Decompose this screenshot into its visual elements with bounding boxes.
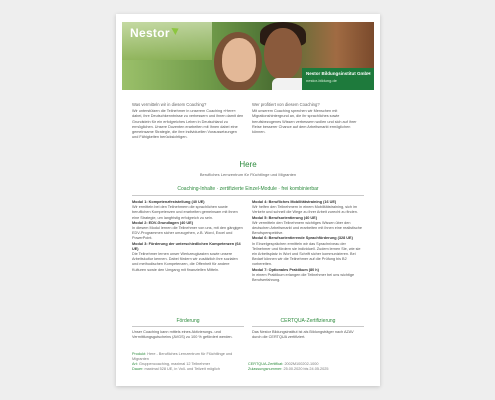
module-text: Wir helfen den Teilnehmern in einem Mobilitätstraining, sich im Verkehr und schnell die Wege zu ihrer Arbeit zurecht zu finden. (252, 205, 358, 215)
company-website: nestor-bildung.de (306, 78, 337, 83)
detail-key: CERTQUA-Zertifikat: (248, 362, 284, 366)
intro-left-heading: Was vermitteln wir in diesem Coaching? (132, 102, 207, 107)
modules-left (132, 200, 244, 273)
photo-person-woman (222, 38, 256, 82)
product-details-right (248, 362, 364, 372)
divider (252, 326, 364, 327)
module-title: Modul 5: Berufsorientierung (40 UE) (252, 215, 317, 220)
module-text: In Einzelgesprächen ermitteln wir das Sprachniveau der Teilnehmer und fördern sie individuell. Zudem lernen Sie, wie sie ein Arbeitsplatz in Wort und Schrift sicher kommunizieren. Bei Bedarf können wir die Teilnehmer auf die Prüfung bis B2 vorbereiten. (252, 241, 361, 267)
intro-left (132, 102, 244, 140)
intro-right (252, 102, 364, 135)
module-title: Modul 2: EDV-Grundlagen (40 UE) (132, 220, 193, 225)
product-details-left (132, 352, 242, 372)
detail-key: Zulassungsnummer: (248, 367, 283, 371)
page-title: Here (239, 160, 257, 169)
modules-right (252, 200, 364, 283)
detail-value: 25.00.2020 bis 24.05.2025 (283, 367, 329, 371)
module-title: Modul 6: Berufsorientierende Sprachförderung (328 UE) (252, 236, 353, 241)
module-text: Wir ermitteln bei den Teilnehmern die sprachlichen sowie beruflichen Kompetenzen und erarbeiten gemeinsam mit ihnen eine Strategie, um langfristig erfolgreich zu sein. (132, 205, 238, 220)
foerderung-heading: Förderung (176, 318, 200, 324)
company-name: Nestor Bildungsinstitut GmbH (306, 71, 371, 76)
certqua-heading: CERTQUA-Zertifizierung (280, 318, 336, 324)
detail-key: Art: (132, 362, 138, 366)
detail-line (132, 352, 242, 362)
detail-value: maximal 528 UE, in Voll- und Teilzeit möglich (144, 367, 220, 371)
page-subtitle: Berufliches Lernzentrum für Flüchtlinge und Migranten (199, 172, 297, 177)
module-title: Modul 3: Förderung der unterschiedlichen Kompetenzen (64 UE) (132, 241, 241, 251)
intro-left-text: Wir unterstützen die Teilnehmer in unserem Coaching »Here« dabei, ihre Deutschkenntnisse zu verbessern und ihnen damit den Grundstein für ein erfolgreiches Leben in Deutschland zu ermöglichen. Unsere Dozenten erarbeiten mit Ihnen dabei eine gemeinsame Strategie, die ihre individuellen Voraussetzungen und Fähigkeiten berücksichtigen. (132, 109, 244, 140)
detail-value: Gruppencoaching, maximal 12 Teilnehmer (138, 362, 211, 366)
detail-key: Dauer: (132, 367, 144, 371)
detail-value: 2002M100202-1000 (284, 362, 319, 366)
company-band (302, 68, 374, 90)
photo-person-man (264, 28, 302, 80)
brochure-page (116, 14, 380, 386)
modules-heading: Coaching-Inhalte · zertifizierte Einzel-Module · frei kombinierbar (177, 186, 319, 192)
module-title: Modul 4: Berufliches Mobilitätstraining (16 UE) (252, 200, 337, 204)
module-title: Modul 7: Optionales Praktikum (80 h) (252, 267, 319, 272)
module-text: Die Teilnehmer lernen unser Werkzeugkasten sowie unsere Arbeitskultur kennen. Dabei fördern wir zusätzlich ihre sozialen und methodischen Kompetenzen, die Offenheit für andere Kulturen sowie den Umgang mit finanziellen Mitteln. (132, 252, 238, 272)
detail-value: Here - Berufliches Lernzentrum für Flüchtlinge und Migranten (132, 352, 233, 361)
divider (132, 195, 364, 196)
module-text: In einem Praktikum erlangen die Teilnehmer bei uns wichtige Berufserfahrung. (252, 272, 355, 283)
module-title: Modul 1: Kompetenzfeststellung (40 UE) (132, 200, 205, 204)
foerderung-text: Unser Coaching kann mittels eines Aktivierungs- und Vermittlungsgutscheins (AVGS) zu 100 % gefördert werden. (132, 330, 233, 340)
detail-key: Produkt: (132, 352, 147, 356)
intro-right-heading: Wer profitiert von diesem Coaching? (252, 102, 320, 107)
divider (132, 326, 244, 327)
intro-right-text: Mit unserem Coaching sprechen wir Menschen mit Migrationshintergrund an, die ihr sprachliches sowie berufsbezogenes Wissen verbessern wollen und sich auf ihrer Reise besserer Chance auf dem Arbeitsmarkt ermöglichen können. (252, 109, 357, 135)
brand-logo: Nestor (130, 26, 170, 40)
hero-photo (122, 22, 374, 90)
module-text: Wir vermitteln den Teilnehmern wichtiges Wissen über den deutschen Arbeitsmarkt und erarbeiten mit ihnen eine realistische Berufsperspektive. (252, 220, 362, 236)
detail-line (248, 367, 364, 372)
module-text: In diesem Modul lernen die Teilnehmer von uns, mit den gängigen EDV-Programmen sicher umzugehen, z.B. Word, Excel und PowerPoint. (132, 226, 243, 241)
product-details (132, 352, 364, 372)
certqua-text: Das Nestor Bildungsinstitut ist als Bildungsträger nach AZAV durch die CERTQUA zertifiziert. (252, 330, 354, 340)
detail-line (132, 367, 242, 372)
